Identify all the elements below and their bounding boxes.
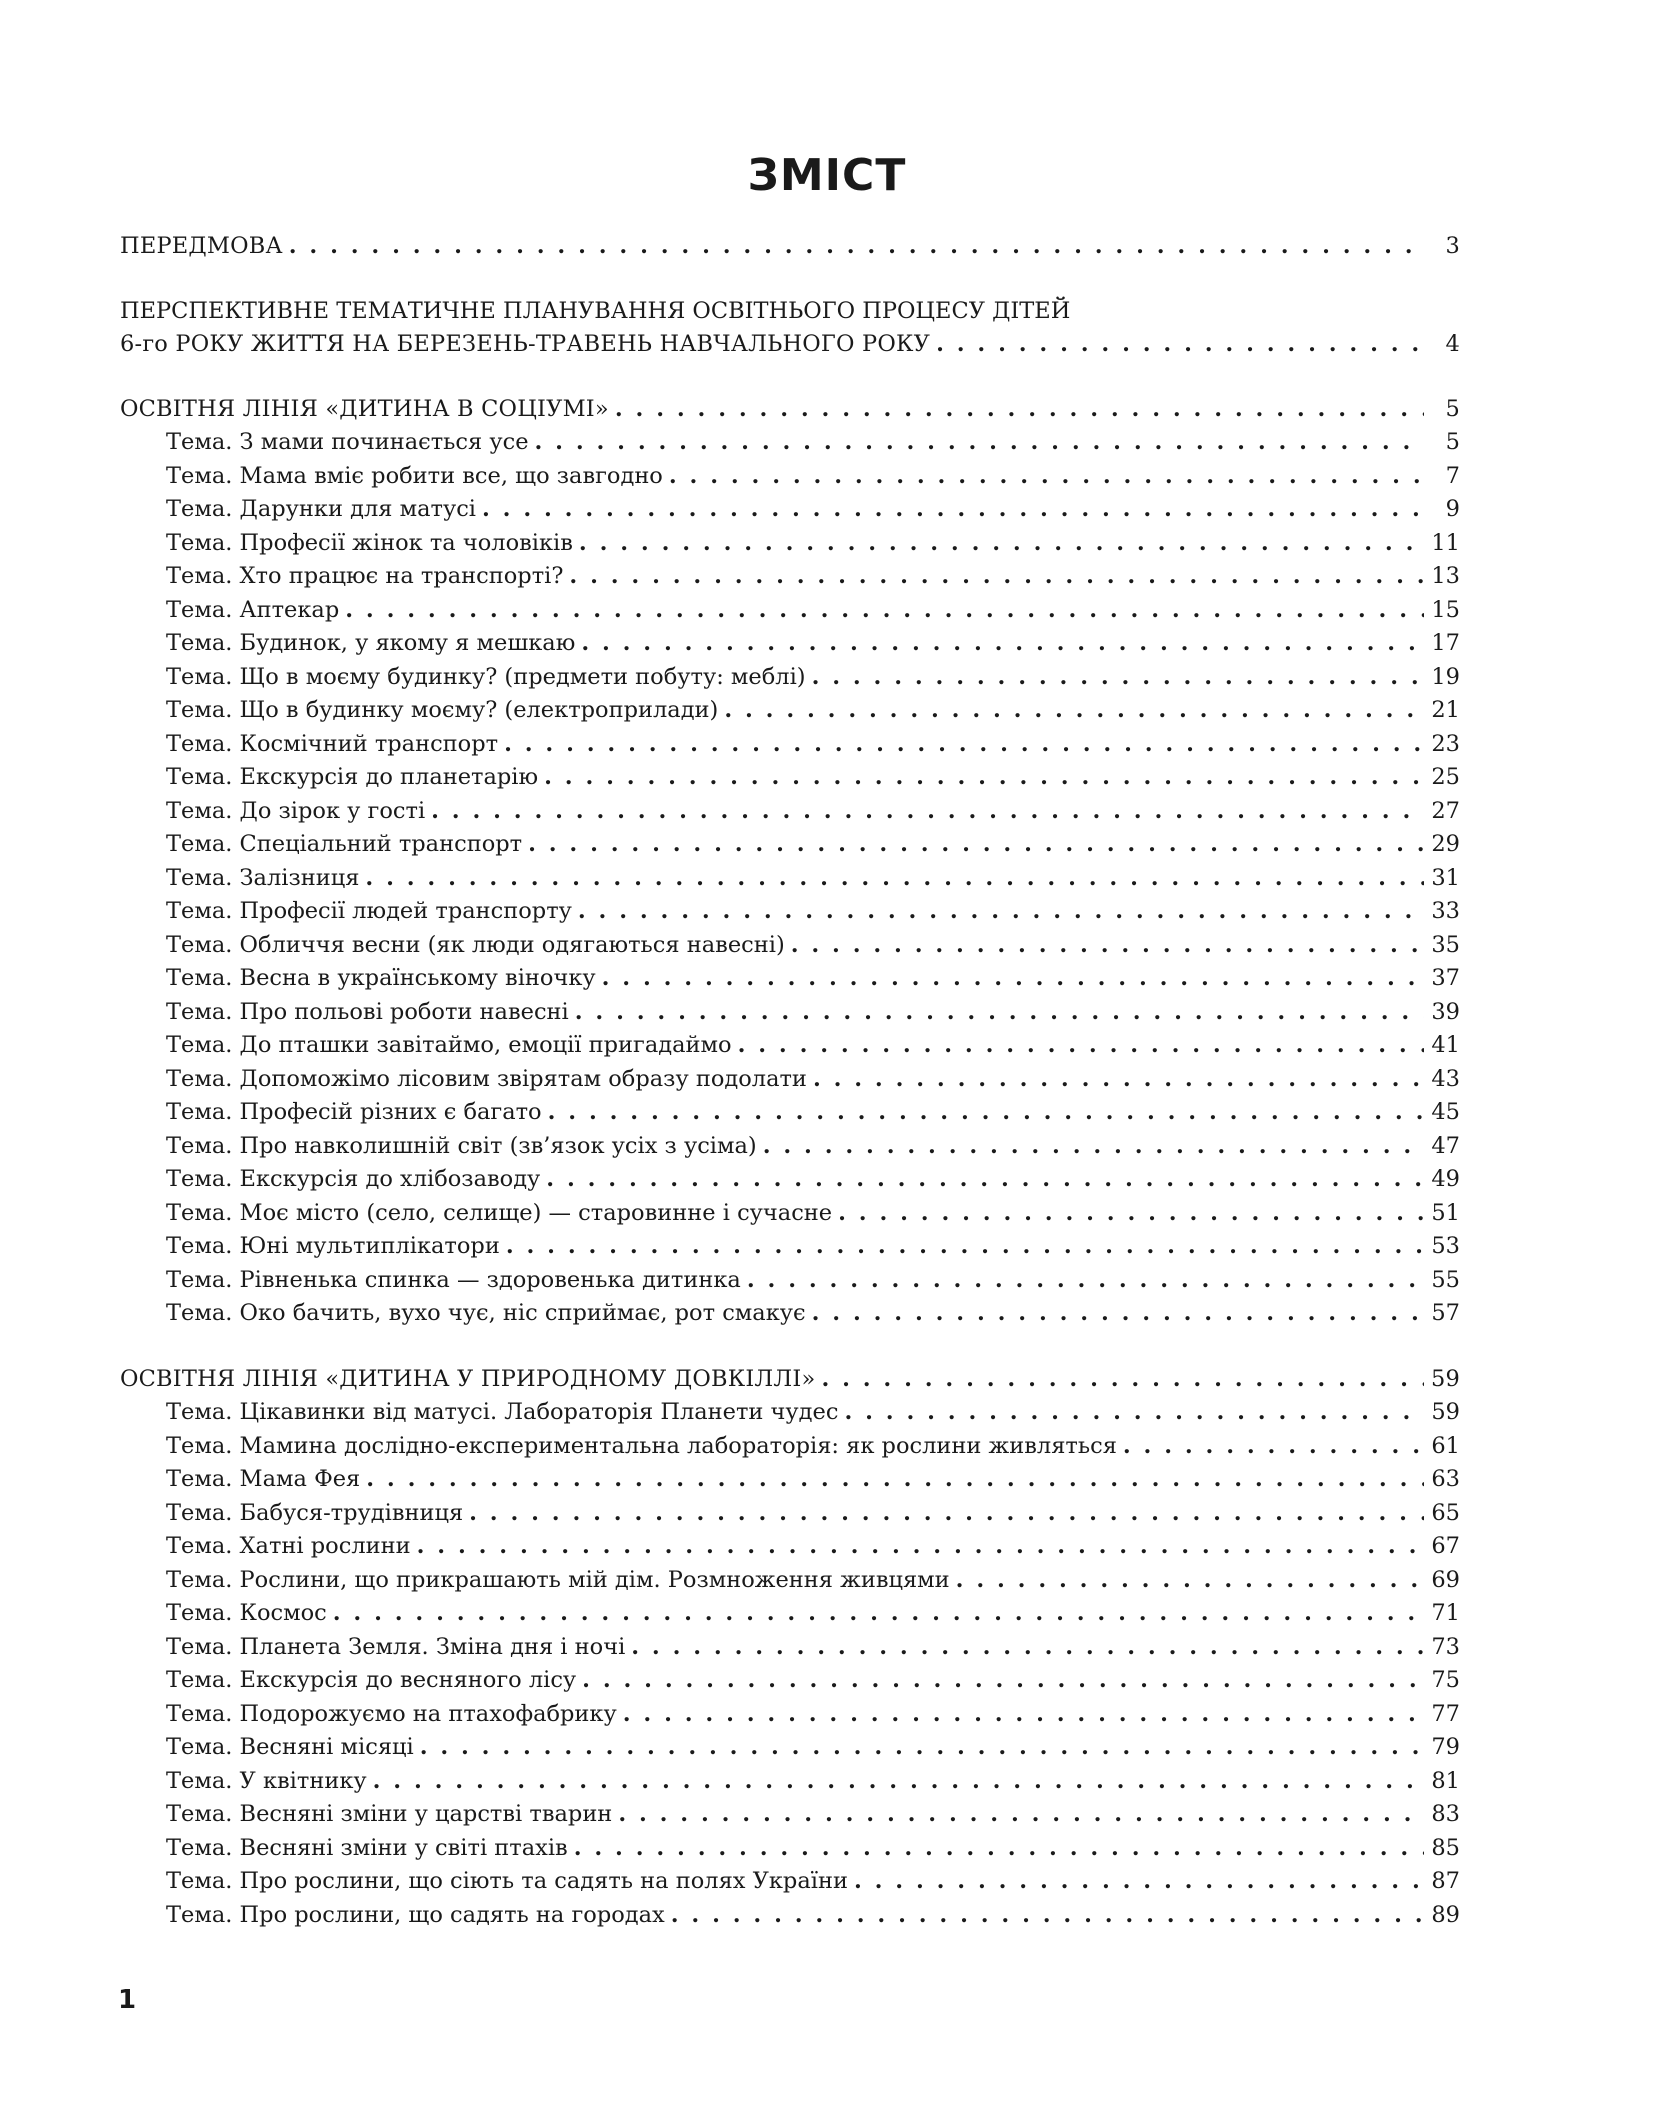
toc-page-number: 75 [1431, 1667, 1460, 1693]
toc-topic-item[interactable] [120, 493, 1460, 527]
toc-topic-item[interactable] [120, 1430, 1460, 1464]
toc-topic-label: Тема. Весняні зміни у царстві тварин [166, 1801, 613, 1827]
toc-topic-item[interactable] [120, 795, 1460, 829]
toc-topic-label: Тема. Обличчя весни (як люди одягаються навесні) [166, 931, 785, 958]
dot-leader [365, 862, 1424, 896]
toc-page-number: 45 [1431, 1099, 1460, 1125]
dot-leader [671, 1899, 1424, 1933]
toc-topic-item[interactable] [120, 560, 1460, 594]
toc-page-number: 73 [1431, 1633, 1460, 1660]
toc-topic-label: Тема. Юні мультиплікатори [166, 1233, 500, 1259]
toc-page-number: 3 [1445, 233, 1460, 259]
toc-topic-label: Тема. Космос [166, 1600, 327, 1626]
dot-leader [844, 1396, 1424, 1430]
dot-leader [602, 962, 1424, 996]
toc-page-number: 83 [1431, 1801, 1460, 1827]
toc-topic-label: Тема. Будинок, у якому я мешкаю [166, 630, 576, 656]
toc-page-number: 79 [1431, 1734, 1460, 1760]
toc-topic-item[interactable] [120, 962, 1460, 996]
dot-leader [431, 795, 1424, 829]
toc-topic-label: Тема. Дарунки для матусі [166, 496, 476, 522]
toc-topic-label: Тема. Мама вміє робити все, що завгодно [166, 462, 663, 489]
page-title: ЗМІСТ [747, 150, 907, 201]
toc-topic-label: Тема. З мами починається усе [166, 429, 529, 455]
toc-topic-item[interactable] [120, 1631, 1460, 1665]
toc-page-number: 53 [1431, 1233, 1460, 1259]
toc-page-number: 13 [1431, 563, 1460, 589]
toc-topic-label: Тема. Що в будинку моєму? (електроприлади) [166, 697, 719, 723]
toc-topic-item[interactable] [120, 761, 1460, 795]
dot-leader [366, 1463, 1424, 1497]
toc-entry-planning[interactable] [120, 328, 1460, 362]
toc-topic-item[interactable] [120, 1396, 1460, 1430]
dot-leader [618, 1798, 1424, 1832]
toc-topic-label: Тема. У квітнику [166, 1767, 367, 1794]
toc-topic-label: Тема. Допоможімо лісовим звірятам образу подолати [166, 1065, 807, 1092]
dot-leader [574, 1832, 1424, 1866]
toc-topic-item[interactable] [120, 1096, 1460, 1130]
dot-leader [936, 328, 1424, 362]
toc-topic-label: Тема. Професії людей транспорту [166, 898, 572, 924]
toc-topic-item[interactable] [120, 1731, 1460, 1765]
dot-leader [373, 1765, 1424, 1799]
toc-topic-label: Тема. До пташки завітаймо, емоції пригадаймо [166, 1032, 732, 1058]
toc-topic-item[interactable] [120, 594, 1460, 628]
toc-entry-preface[interactable] [120, 230, 1460, 264]
toc-page-number: 5 [1445, 429, 1460, 455]
dot-leader [724, 694, 1424, 728]
dot-leader [669, 460, 1424, 494]
dot-leader [575, 996, 1424, 1030]
toc-topic-item[interactable] [120, 527, 1460, 561]
toc-page-number: 39 [1431, 998, 1460, 1025]
toc-section-social[interactable] [120, 393, 1460, 427]
toc-topic-label: Тема. Аптекар [166, 596, 340, 623]
dot-leader [838, 1197, 1424, 1231]
toc-topic-item[interactable] [120, 694, 1460, 728]
dot-leader [333, 1597, 1424, 1631]
dot-leader [504, 728, 1424, 762]
dot-leader [1123, 1430, 1424, 1464]
nature-topics-list [120, 1396, 1460, 1932]
page-number: 1 [118, 1985, 137, 2015]
toc-page-number: 69 [1431, 1566, 1460, 1593]
dot-leader [544, 761, 1424, 795]
toc-topic-label: Тема. Професії жінок та чоловіків [166, 529, 573, 556]
toc-entry-label: ПЕРЕДМОВА [120, 233, 283, 259]
toc-topic-item[interactable] [120, 1264, 1460, 1298]
toc-topic-item[interactable] [120, 661, 1460, 695]
toc-topic-label: Тема. Космічний транспорт [166, 730, 499, 757]
dot-leader [615, 393, 1424, 427]
toc-page-number: 51 [1431, 1199, 1460, 1226]
toc-topic-label: Тема. Про рослини, що садять на городах [166, 1901, 665, 1928]
dot-leader [469, 1497, 1424, 1531]
dot-leader [289, 230, 1424, 264]
toc-topic-item[interactable] [120, 627, 1460, 661]
dot-leader [747, 1264, 1424, 1298]
toc-topic-label: Тема. Хто працює на транспорті? [166, 563, 564, 589]
toc-topic-label: Тема. Весна в українському віночку [166, 965, 596, 991]
toc-topic-item[interactable] [120, 1765, 1460, 1799]
toc-page-number: 5 [1445, 395, 1460, 422]
toc-page-number: 25 [1431, 764, 1460, 790]
dot-leader [763, 1130, 1424, 1164]
toc-page-number: 27 [1431, 797, 1460, 824]
toc-page-number: 57 [1431, 1300, 1460, 1326]
toc-entry-label: 6-го РОКУ ЖИТТЯ НА БЕРЕЗЕНЬ-ТРАВЕНЬ НАВЧАЛЬНОГО РОКУ [120, 331, 931, 357]
dot-leader [812, 1297, 1424, 1331]
toc-topic-item[interactable] [120, 1798, 1460, 1832]
toc-page-number: 65 [1431, 1499, 1460, 1526]
dot-leader [821, 1363, 1424, 1397]
toc-topic-item[interactable] [120, 1029, 1460, 1063]
toc-topic-label: Тема. Мама Фея [166, 1466, 361, 1492]
toc-page-number: 59 [1431, 1399, 1460, 1425]
toc-topic-item[interactable] [120, 1664, 1460, 1698]
toc-topic-item[interactable] [120, 895, 1460, 929]
toc-topic-label: Тема. Моє місто (село, селище) — старовинне і сучасне [166, 1199, 833, 1226]
toc-topic-label: Тема. Хатні рослини [166, 1533, 411, 1559]
toc-page-number: 33 [1431, 898, 1460, 924]
toc-page-number: 55 [1431, 1266, 1460, 1293]
dot-leader [956, 1564, 1424, 1598]
toc-page-number: 47 [1431, 1132, 1460, 1159]
toc-section-nature[interactable] [120, 1363, 1460, 1397]
toc-topic-item[interactable] [120, 1597, 1460, 1631]
dot-leader [506, 1230, 1424, 1264]
toc-page-number: 41 [1431, 1032, 1460, 1058]
dot-leader [738, 1029, 1424, 1063]
toc-topic-item[interactable] [120, 728, 1460, 762]
toc-topic-label: Тема. Око бачить, вухо чує, ніс сприймає, рот смакує [166, 1300, 806, 1326]
dot-leader [813, 1063, 1424, 1097]
toc-topic-item[interactable] [120, 1297, 1460, 1331]
toc-topic-label: Тема. Про рослини, що сіють та садять на полях України [166, 1868, 848, 1894]
dot-leader [582, 1664, 1424, 1698]
toc-topic-item[interactable] [120, 1564, 1460, 1598]
dot-leader [581, 627, 1424, 661]
toc-topic-label: Тема. Рівненька спинка — здоровенька дитинка [166, 1266, 741, 1293]
toc-page-number: 4 [1445, 331, 1460, 357]
table-of-contents [120, 230, 1460, 1932]
social-topics-list [120, 426, 1460, 1331]
toc-topic-item[interactable] [120, 1230, 1460, 1264]
toc-topic-label: Тема. Подорожуємо на птахофабрику [166, 1700, 617, 1727]
toc-page-number: 71 [1431, 1600, 1460, 1626]
toc-topic-label: Тема. Екскурсія до хлібозаводу [166, 1166, 541, 1192]
toc-topic-item[interactable] [120, 996, 1460, 1030]
toc-topic-label: Тема. Професій різних є багато [166, 1099, 542, 1125]
dot-leader [631, 1631, 1424, 1665]
dot-leader [345, 594, 1424, 628]
dot-leader [528, 828, 1424, 862]
toc-topic-item[interactable] [120, 1497, 1460, 1531]
toc-page-number: 61 [1431, 1432, 1460, 1459]
toc-topic-label: Тема. Цікавинки від матусі. Лабораторія Планети чудес [166, 1399, 839, 1425]
toc-page-number: 23 [1431, 730, 1460, 757]
toc-topic-item[interactable] [120, 1063, 1460, 1097]
toc-topic-item[interactable] [120, 1530, 1460, 1564]
toc-page-number: 15 [1431, 596, 1460, 623]
toc-page-number: 11 [1431, 529, 1460, 556]
dot-leader [535, 426, 1424, 460]
toc-topic-item[interactable] [120, 929, 1460, 963]
toc-topic-item[interactable] [120, 1163, 1460, 1197]
toc-topic-item[interactable] [120, 1832, 1460, 1866]
toc-page-number: 35 [1431, 931, 1460, 958]
dot-leader [420, 1731, 1424, 1765]
toc-page-number: 17 [1431, 630, 1460, 656]
toc-page-number: 87 [1431, 1868, 1460, 1894]
toc-topic-label: Тема. До зірок у гості [166, 797, 426, 824]
toc-topic-label: Тема. Про польові роботи навесні [166, 998, 569, 1025]
toc-topic-item[interactable] [120, 1865, 1460, 1899]
toc-topic-label: Тема. Що в моєму будинку? (предмети побуту: меблі) [166, 663, 806, 690]
toc-page-number: 85 [1431, 1834, 1460, 1861]
toc-topic-label: Тема. Про навколишній світ (зв’язок усіх з усіма) [166, 1132, 757, 1159]
dot-leader [482, 493, 1424, 527]
dot-leader [791, 929, 1424, 963]
dot-leader [578, 895, 1424, 929]
dot-leader [579, 527, 1424, 561]
toc-page-number: 9 [1445, 496, 1460, 522]
dot-leader [569, 560, 1424, 594]
toc-page-number: 7 [1445, 462, 1460, 489]
toc-topic-label: Тема. Мамина дослідно-експериментальна лабораторія: як рослини живляться [166, 1432, 1117, 1459]
toc-topic-label: Тема. Весняні місяці [166, 1734, 414, 1760]
toc-page-number: 63 [1431, 1466, 1460, 1492]
toc-page-number: 37 [1431, 965, 1460, 991]
toc-page-number: 67 [1431, 1533, 1460, 1559]
toc-topic-label: Тема. Екскурсія до весняного лісу [166, 1667, 577, 1693]
dot-leader [548, 1096, 1424, 1130]
toc-topic-label: Тема. Бабуся-трудівниця [166, 1499, 464, 1526]
toc-topic-item[interactable] [120, 426, 1460, 460]
toc-topic-item[interactable] [120, 1463, 1460, 1497]
toc-page-number: 77 [1431, 1700, 1460, 1727]
toc-page-number: 49 [1431, 1166, 1460, 1192]
toc-entry-planning-line1: ПЕРСПЕКТИВНЕ ТЕМАТИЧНЕ ПЛАНУВАННЯ ОСВІТНЬОГО ПРОЦЕСУ ДІТЕЙ [120, 297, 1071, 324]
toc-topic-item[interactable] [120, 828, 1460, 862]
toc-topic-item[interactable] [120, 862, 1460, 896]
toc-page-number: 19 [1431, 663, 1460, 690]
toc-topic-label: Тема. Рослини, що прикрашають мій дім. Розмноження живцями [166, 1566, 950, 1593]
dot-leader [623, 1698, 1424, 1732]
toc-topic-label: Тема. Залізниця [166, 864, 360, 891]
toc-topic-item[interactable] [120, 1698, 1460, 1732]
toc-page-number: 59 [1430, 1365, 1460, 1392]
toc-page-number: 89 [1431, 1901, 1460, 1928]
toc-topic-item[interactable] [120, 1130, 1460, 1164]
dot-leader [812, 661, 1424, 695]
toc-topic-item[interactable] [120, 460, 1460, 494]
toc-page-number: 31 [1431, 864, 1460, 891]
dot-leader [546, 1163, 1424, 1197]
toc-page-number: 21 [1431, 697, 1460, 723]
dot-leader [417, 1530, 1424, 1564]
toc-topic-item[interactable] [120, 1197, 1460, 1231]
dot-leader [854, 1865, 1424, 1899]
toc-page-number: 29 [1431, 831, 1460, 857]
toc-topic-label: Тема. Планета Земля. Зміна дня і ночі [166, 1633, 626, 1660]
toc-topic-item[interactable] [120, 1899, 1460, 1933]
toc-topic-label: Тема. Спеціальний транспорт [166, 831, 523, 857]
toc-topic-label: Тема. Весняні зміни у світі птахів [166, 1834, 568, 1861]
toc-section-label: ОСВІТНЯ ЛІНІЯ «ДИТИНА В СОЦІУМІ» [120, 395, 609, 422]
toc-page-number: 43 [1431, 1065, 1460, 1092]
toc-topic-label: Тема. Екскурсія до планетарію [166, 764, 539, 790]
toc-section-label: ОСВІТНЯ ЛІНІЯ «ДИТИНА У ПРИРОДНОМУ ДОВКІЛЛІ» [120, 1365, 816, 1392]
toc-page-number: 81 [1431, 1767, 1460, 1794]
